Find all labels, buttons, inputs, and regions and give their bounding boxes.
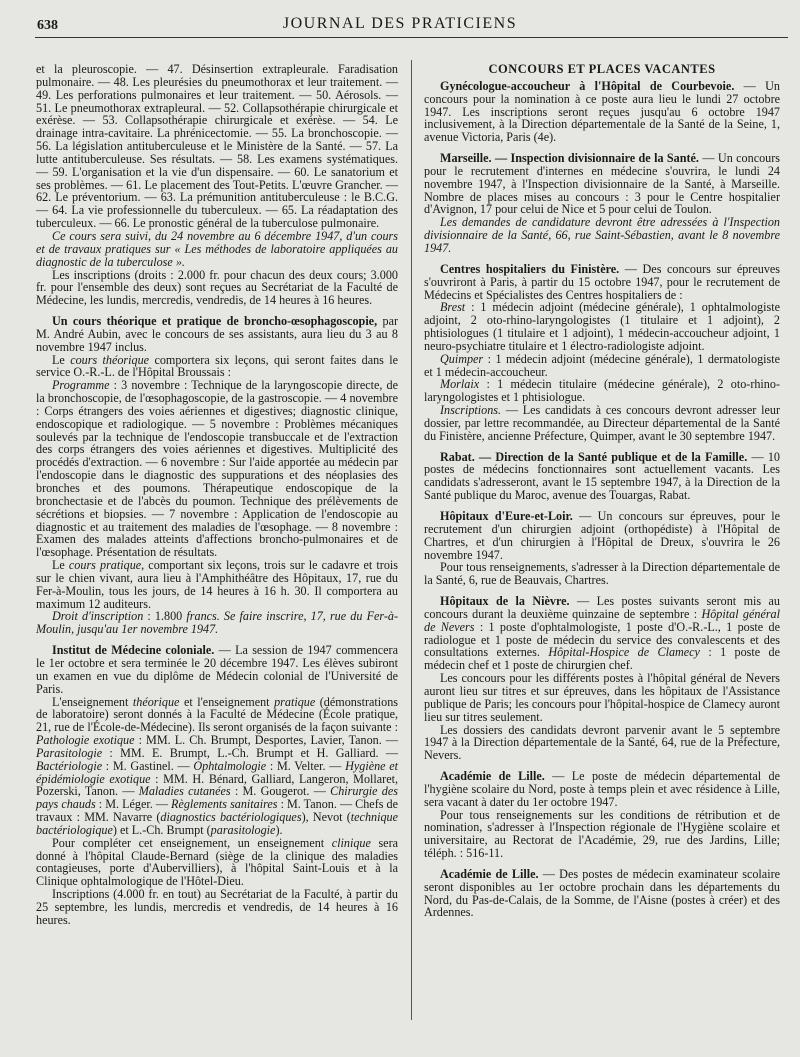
- course-list-paragraph: et la pleuroscopie. — 47. Désinsertion extrapleurale. Faradisation pulmonaire. — 48. Les pleurésies du pneumothorax et leur traitement. — 49. Les perforations pulmonaires et leur traitement. — 50. Aérosols. — 51. Le pneumothorax extrapleural. — 52. Collapsothérapie chirurgicale et exérèse. — 53. Collapsothérapie chirurgicale et exérèse. — 54. Le drainage intra-cavitaire. La phrénicectomie. — 55. La bronchoscopie. — 56. La législation antituberculeuse et le Ministère de la Santé. — 57. La lutte antituberculeuse. Ses résultats. — 58. Les examens systématiques. — 59. L'organisation et la vie d'un dispensaire. — 60. Le sanatorium et ses problèmes. — 61. Le placement des Tout-Petits. L'œuvre Grancher. — 62. Le préventorium. — 63. La prémunition antituberculeuse : le B.C.G. — 64. La vie professionnelle du tuberculeux. — 65. La réadaptation des tuberculeux. — 66. Le pronostic général de la tuberculose pulmonaire.: [36, 62, 398, 231]
- eure-et-loir-notice: Hôpitaux d'Eure-et-Loir. — Un concours sur épreuves, pour le recrutement d'un chirurgien adjoint (orthopédiste) à l'Hôpital de Chartres, et d'un chirurgien à l'Hôpital de Dreux, s'ouvrira le 26 novembre 1947.: [424, 509, 780, 562]
- rabat-title: Rabat. — Direction de la Santé publique et de la Famille.: [440, 449, 748, 464]
- colonial-institute-title: Institut de Médecine coloniale.: [52, 643, 215, 658]
- courbevoie-notice: Gynécologue-accoucheur à l'Hôpital de Courbevoie. — Un concours pour la nomination à ce poste aura lieu le lundi 27 octobre 1947. Les inscriptions seront reçues jusqu'au 6 octobre 1947 inclusivement, à la Direction départementale de la Santé de la Seine, 1, avenue Victoria, Paris (4e).: [424, 78, 780, 145]
- eure-et-loir-info: Pour tous renseignements, s'adresser à la Direction départementale de la Santé, 6, rue de Beauvais, Chartres.: [424, 560, 780, 588]
- page-number: 638: [37, 18, 58, 33]
- lille-title-2: Académie de Lille.: [440, 866, 539, 881]
- header-rule: [35, 37, 788, 38]
- colonial-teaching-paragraph: L'enseignement théorique et l'enseignement pratique (démonstrations de laboratoire) seront donnés à la Faculté de Médecine (École pratique, 21, rue de l'École-de-Médecine). Ils seront organisés de la façon suivante : Pathologie exotique : MM. L. Ch. Brumpt, Desportes, Lavier, Tanon. — Parasitologie : MM. E. Brumpt, L.-Ch. Brumpt et H. Galliard. — Bactériologie : M. Gastinel. — Ophtalmologie : M. Velter. — Hygiène et épidémiologie exotique : MM. H. Bénard, Galliard, Langeron, Mollaret, Pozerski, Tanon. — Maladies cutanées : M. Gougerot. — Chirurgie des pays chauds : M. Léger. — Règlements sanitaires : M. Tanon. — Chefs de travaux : MM. Navarre (diagnostics bactériologiques), Nevot (technique bactériologique) et L.-Ch. Brumpt (parasitologie).: [36, 694, 399, 837]
- lille-notice-2: Académie de Lille. — Des postes de médecin examinateur scolaire seront disponibles au 1er octobre prochain dans les départements du Nord, du Pas-de-Calais, de la Somme, de l'Aisne (postes à créer) et des Ardennes.: [424, 866, 780, 920]
- rabat-notice: Rabat. — Direction de la Santé publique et de la Famille. — 10 postes de médecins fonctionnaires sont actuellement vacants. Les candidats s'adresseront, avant le 15 septembre 1947, à la Direction de la Santé publique du Maroc, avenue des Touargas, Rabat.: [424, 449, 780, 503]
- marseille-candidature-paragraph: Les demandes de candidature devront être adressées à l'Inspection divisionnaire de la Santé, 66, rue Saint-Sébastien, avant le 8 novembre 1947.: [424, 215, 780, 255]
- column-divider: [411, 60, 412, 1020]
- course-inscriptions-paragraph: Les inscriptions (droits : 2.000 fr. pour chacun des deux cours; 3.000 fr. pour l'ensemble des deux) sont reçues au Secrétariat de la Faculté de Médecine, les lundis, mercredis, vendredis, de 14 heures à 16 heures.: [36, 267, 398, 308]
- lille-notice-1: Académie de Lille. — Le poste de médecin départemental de l'hygiène scolaire du Nord, poste à temps plein et avec résidence à Lille, sera vacant à dater du 1er octobre 1947.: [424, 769, 780, 809]
- nievre-notice: Hôpitaux de la Nièvre. — Les postes suivants seront mis au concours durant la deuxième quinzaine de septembre : Hôpital général de Nevers : 1 poste d'ophtalmologiste, 1 poste d'O.-R.-L., 1 poste de radiologue et 1 poste de médecin du service des convalescents et des consultations externes. Hôpital-Hospice de Clamecy : 1 poste de médecin chef et 1 poste de chirurgien chef.: [424, 594, 781, 673]
- page-header: [0, 0, 800, 40]
- left-column: [36, 63, 398, 927]
- courbevoie-title: Gynécologue-accoucheur à l'Hôpital de Courbevoie.: [440, 78, 735, 93]
- finistere-inscriptions: Inscriptions. — Les candidats à ces concours devront adresser leur dossier, par lettre recommandée, au Directeur départemental de la Santé du Finistère, ancienne Préfecture, Quimper, avant le 30 septembre 1947.: [424, 403, 780, 443]
- broncho-programme-paragraph: Programme : 3 novembre : Technique de la laryngoscopie directe, de la bronchoscopie, de l'œsophagoscopie, de la gastroscopie. — 4 novembre : Corps étrangers des voies aériennes et digestives; diagnostic clinique, endoscopique et radiologique. — 5 novembre : Problèmes mécaniques soulevés par la technique de l'endoscopie transbuccale et de l'extraction des corps étrangers des voies aériennes et digestives. Multiplicité des procédés d'extraction. — 6 novembre : Sur l'aide apportée au médecin par l'endoscopie dans le diagnostic des suppurations et des néoplasies des bronches et des poumons. Thérapeutique endoscopique de la bronchectasie et de l'abcès du poumon. Technique des prélèvements de sécrétions et biopsies. — 7 novembre : Application de l'endoscopie au diagnostic et au traitement des maladies de l'œsophage. — 8 novembre : Examen des malades atteints d'affections broncho-pulmonaires et de l'œsophage. Présentation de résultats.: [36, 378, 398, 560]
- colonial-clinical-paragraph: Pour compléter cet enseignement, un enseignement clinique sera donné à l'hôpital Claude-Bernard (siège de la clinique des maladies contagieuses, porte d'Aubervilliers), à l'hôpital Saint-Louis et à la Clinique ophtalmologique de l'Hôtel-Dieu.: [36, 835, 398, 889]
- lille-info-paragraph: Pour tous renseignements sur les conditions de rétribution et de nomination, s'adresser à l'Inspection régionale de l'Hygiène scolaire et universitaire, au Rectorat de l'Académie, 29, rue des Jardins, Lille; téléph. : 516-11.: [424, 807, 780, 861]
- marseille-notice: Marseille. — Inspection divisionnaire de la Santé. — Un concours pour le recrutement d'internes en médecine s'ouvrira, le lundi 24 novembre 1947, à l'Inspection divisionnaire de la Santé, à Marseille. Nombre de places mises au concours : 3 pour le Centre hospitalier d'Avignon, 17 pour celui de Nice et 5 pour celui de Toulon.: [424, 151, 780, 217]
- eure-et-loir-title: Hôpitaux d'Eure-et-Loir.: [440, 509, 573, 523]
- broncho-theory-paragraph: Le cours théorique comportera six leçons, qui seront faites dans le service O.-R.-L. de l'Hôpital Broussais :: [36, 352, 399, 380]
- lille-title-1: Académie de Lille.: [440, 769, 545, 784]
- colonial-institute-intro: Institut de Médecine coloniale. — La session de 1947 commencera le 1er octobre et sera terminée le 20 décembre 1947. Les élèves subiront un examen en vue du diplôme de Médecin colonial de l'Université de Paris.: [36, 643, 398, 696]
- broncho-fee-paragraph: Droit d'inscription : 1.800 francs. Se faire inscrire, 17, rue du Fer-à-Moulin, jusqu'au 1er novembre 1947.: [36, 609, 399, 637]
- nievre-title: Hôpitaux de la Nièvre.: [440, 594, 570, 609]
- finistere-notice: Centres hospitaliers du Finistère. — Des concours sur épreuves s'ouvriront à Paris, à partir du 15 octobre 1947, pour le recrutement de Médecins et Spécialistes des Centres hospitaliers de :: [424, 261, 780, 302]
- finistere-morlaix: Morlaix : 1 médecin titulaire (médecine générale), 2 oto-rhino-laryngologistes et 1 phtisiologue.: [424, 377, 780, 405]
- nievre-concours-paragraph: Les concours pour les différents postes à l'hôpital général de Nevers auront lieu sur titres et sur épreuves, dans les hôpitaux de l'Assistance publique de Paris; les concours pour l'hôpital-hospice de Clamecy auront lieu sur titres seulement.: [424, 671, 780, 724]
- section-heading: CONCOURS ET PLACES VACANTES: [488, 62, 716, 76]
- marseille-title: Marseille. — Inspection divisionnaire de la Santé.: [440, 151, 699, 166]
- finistere-brest: Brest : 1 médecin adjoint (médecine générale), 1 ophtalmologiste adjoint, 2 oto-rhino-laryngologistes (1 titulaire et 1 adjoint), 2 phtisiologues (1 titulaire et 1 adjoint), 1 médecin-accoucheur adjoint, 1 neuro-psychiatre titulaire et 1 électro-radiologiste adjoint.: [424, 300, 780, 353]
- broncho-course-title: Un cours théorique et pratique de broncho-œsophagoscopie,: [52, 314, 378, 329]
- finistere-quimper: Quimper : 1 médecin adjoint (médecine générale), 1 dermatologiste et 1 médecin-accoucheur.: [424, 351, 780, 379]
- right-column: [424, 63, 780, 919]
- colonial-inscriptions-paragraph: Inscriptions (4.000 fr. en tout) au Secrétariat de la Faculté, à partir du 25 septembre, les lundis, mercredis et vendredis, de 14 heures à 16 heures.: [36, 887, 398, 927]
- nievre-dossiers-paragraph: Les dossiers des candidats devront parvenir avant le 5 septembre 1947 à la Direction départementale de la Santé, 64, rue de la Préfecture, Nevers.: [424, 722, 780, 763]
- journal-title: JOURNAL DES PRATICIENS: [282, 15, 518, 32]
- finistere-title: Centres hospitaliers du Finistère.: [440, 261, 620, 276]
- broncho-course-intro: Un cours théorique et pratique de broncho-œsophagoscopie, par M. André Aubin, avec le concours de ses assistants, aura lieu du 3 au 8 novembre 1947 inclus.: [36, 314, 399, 354]
- broncho-practical-paragraph: Le cours pratique, comportant six leçons, trois sur le cadavre et trois sur le chien vivant, aura lieu à l'Amphithéâtre des Hôpitaux, 17, rue du Fer-à-Moulin, tous les jours, de 14 heures à 16 h. 30. Il comportera au maximum 12 auditeurs.: [36, 558, 398, 611]
- course-followup-paragraph: Ce cours sera suivi, du 24 novembre au 6 décembre 1947, d'un cours et de travaux pratiques sur « Les méthodes de laboratoire appliquées au diagnostic de la tuberculose ».: [36, 228, 398, 269]
